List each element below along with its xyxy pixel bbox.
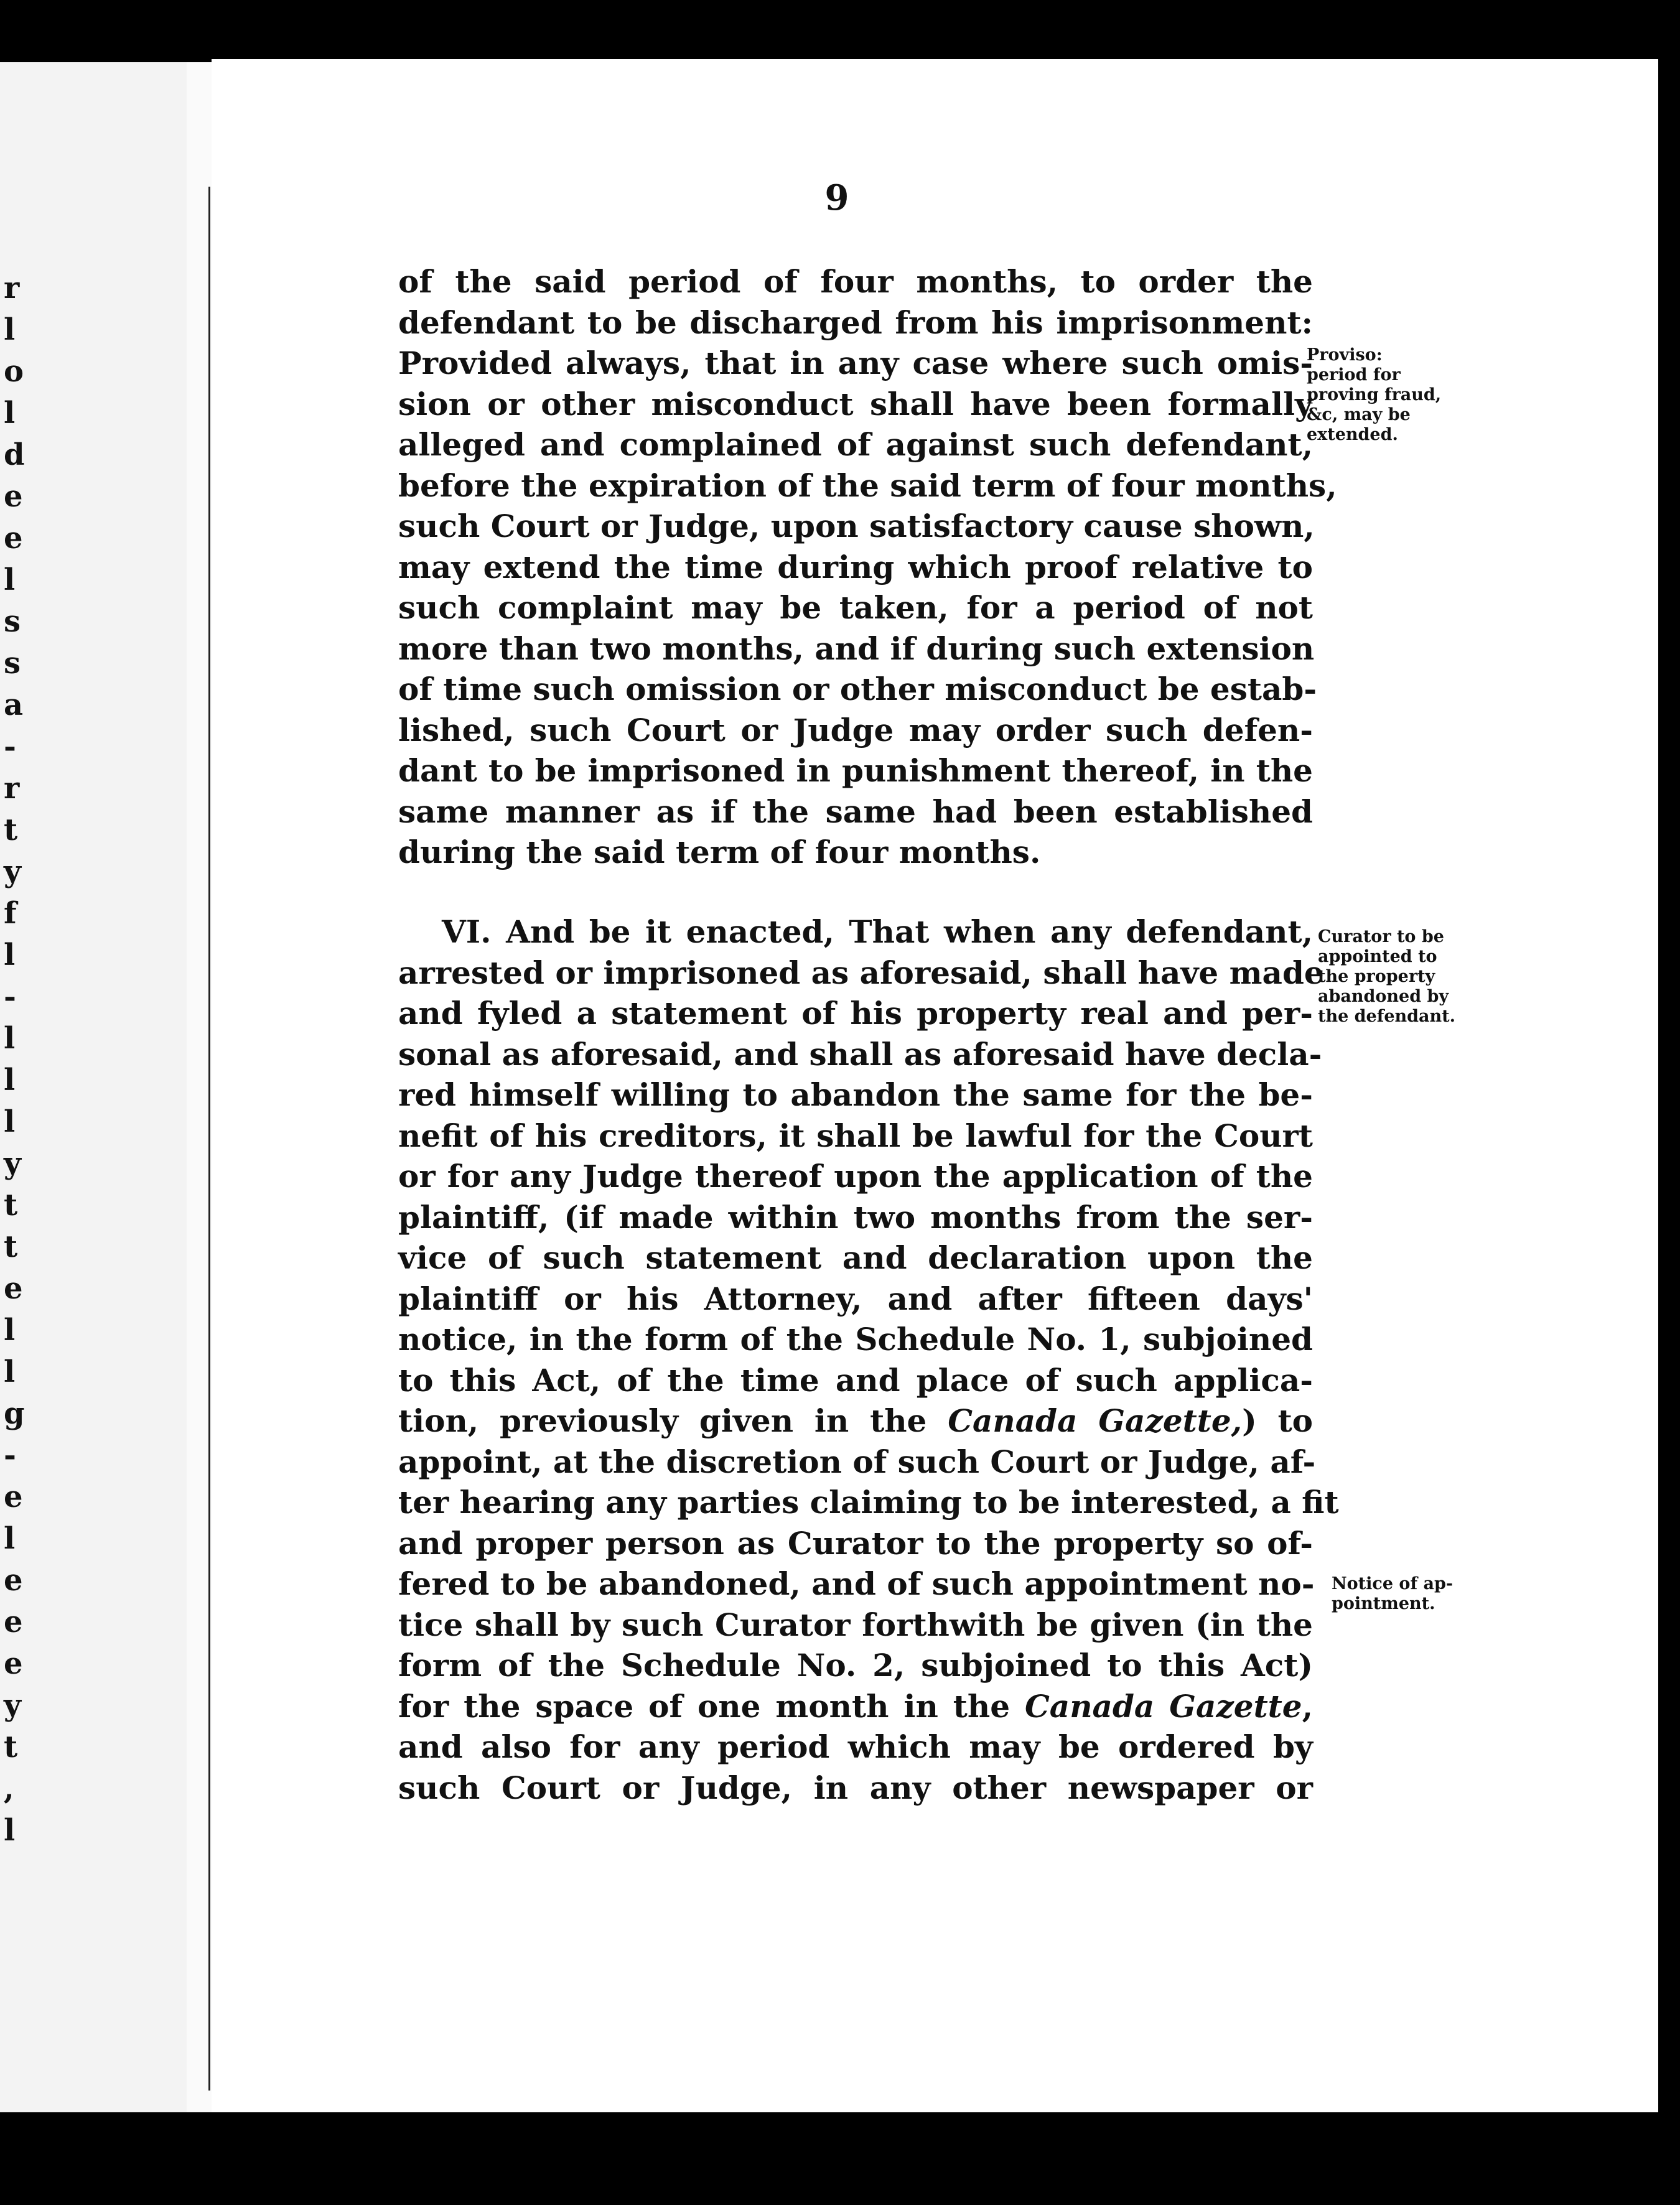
text-line: and fyled a statement of his property real and per- [398, 995, 1313, 1032]
marginal-note-line: proving fraud, [1307, 385, 1442, 404]
text-line: alleged and complained of against such defendant, [398, 426, 1313, 463]
marginal-note-line: &c, may be [1307, 405, 1411, 424]
marginal-note-line: appointed to [1318, 947, 1437, 966]
cut-letter: l [4, 1354, 16, 1389]
cut-letter: g [4, 1396, 25, 1431]
text-line: red himself willing to abandon the same for the be- [398, 1076, 1313, 1113]
text-line: defendant to be discharged from his imprisonment: [398, 304, 1313, 341]
cut-letter: l [4, 938, 16, 972]
cut-letter: - [4, 979, 16, 1014]
text-line: nefit of his creditors, it shall be lawful for the Court [398, 1117, 1313, 1154]
cut-letter: a [4, 688, 24, 722]
cut-letter: l [4, 312, 16, 347]
paragraph-continuation [398, 261, 1337, 873]
cut-letter: y [4, 1146, 21, 1181]
cut-letter: - [4, 729, 16, 764]
cut-letter: l [4, 1021, 16, 1056]
marginal-note-line: abandoned by [1318, 987, 1449, 1006]
canada-gazette-italic: Canada Gazette, [948, 1402, 1243, 1439]
marginal-note-line: period for [1307, 365, 1401, 385]
text-line: such Court or Judge, in any other newspaper or [398, 1769, 1313, 1806]
marginal-note-line: the property [1318, 967, 1435, 986]
text-line: tice shall by such Curator forthwith be given (in the [398, 1606, 1313, 1643]
cut-letter: e [4, 1271, 23, 1306]
section-vi-opening-lines [398, 911, 1324, 1401]
text-line: form of the Schedule No. 2, subjoined to this Act) [398, 1647, 1313, 1684]
cut-letter: l [4, 1104, 16, 1139]
cut-letter: , [4, 1771, 14, 1806]
cut-letter: r [4, 271, 20, 305]
cut-letter: d [4, 437, 25, 472]
text-line: sonal as aforesaid, and shall as aforesaid have decla- [398, 1035, 1322, 1073]
cut-letter: l [4, 1521, 16, 1556]
marginal-note-line: extended. [1307, 425, 1398, 444]
text-segment: ) to [1242, 1402, 1314, 1439]
cut-letter: l [4, 1063, 16, 1098]
text-line: during the said term of four months. [398, 834, 1041, 870]
marginal-note-notice [1332, 1574, 1453, 1614]
text-segment: for the space of one month in the [398, 1687, 1025, 1725]
text-line: plaintiff or his Attorney, and after fifteen days' [398, 1280, 1313, 1317]
section-vi-middle-lines [398, 1442, 1339, 1686]
text-line: Provided always, that in any case where such omis- [398, 345, 1313, 381]
text-line: such Court or Judge, upon satisfactory cause shown, [398, 508, 1315, 544]
cut-letter: t [4, 1188, 18, 1223]
marginal-note-line: Curator to be [1318, 927, 1444, 946]
marginal-note-line: the defendant. [1318, 1007, 1456, 1026]
text-line: fered to be abandoned, and of such appointment no- [398, 1565, 1315, 1602]
cut-letter: t [4, 813, 18, 847]
cut-letter: f [4, 896, 17, 931]
cut-letter: t [4, 1730, 18, 1764]
scan-bottom-border [0, 2112, 1680, 2205]
gutter-shadow [208, 187, 210, 2091]
text-line-gazette-2 [398, 1686, 1313, 1727]
marginal-note-line: Proviso: [1307, 345, 1383, 365]
text-line: appoint, at the discretion of such Court or Judge, af- [398, 1443, 1316, 1480]
marginal-note-line: pointment. [1332, 1594, 1435, 1613]
text-line: before the expiration of the said term of four months, [398, 467, 1337, 504]
text-line: lished, such Court or Judge may order such defen- [398, 711, 1313, 748]
left-page-cut-letters [4, 268, 29, 1852]
cut-letter: e [4, 479, 23, 514]
cut-letter: e [4, 521, 23, 556]
text-line: of the said period of four months, to order the [398, 263, 1313, 300]
text-line: same manner as if the same had been established [398, 793, 1313, 830]
cut-letter: r [4, 771, 20, 806]
text-line: and proper person as Curator to the property so of- [398, 1524, 1313, 1562]
book-fold [187, 62, 212, 2115]
left-page-edge [0, 62, 199, 2115]
text-segment: , [1302, 1687, 1313, 1725]
text-line: and also for any period which may be ordered by [398, 1728, 1313, 1765]
cut-letter: e [4, 1480, 23, 1514]
cut-letter: l [4, 1313, 16, 1348]
cut-letter: e [4, 1605, 23, 1639]
cut-letter: t [4, 1229, 18, 1264]
text-line: ter hearing any parties claiming to be interested, a fit [398, 1484, 1339, 1521]
text-line: dant to be imprisoned in punishment thereof, in the [398, 752, 1313, 789]
text-segment: tion, previously given in the [398, 1402, 948, 1439]
section-vi-paragraph [398, 911, 1339, 1808]
text-line: sion or other misconduct shall have been formally [398, 385, 1313, 422]
text-line: VI. And be it enacted, That when any defendant, [442, 913, 1313, 950]
text-line: notice, in the form of the Schedule No. 1, subjoined [398, 1321, 1313, 1358]
cut-letter: l [4, 1813, 16, 1848]
section-vi-closing-lines [398, 1727, 1313, 1808]
text-line: to this Act, of the time and place of such applica- [398, 1361, 1313, 1399]
cut-letter: e [4, 1646, 23, 1681]
cut-letter: o [4, 354, 24, 389]
text-line: may extend the time during which proof relative to [398, 548, 1313, 585]
canada-gazette-italic: Canada Gazette [1025, 1687, 1302, 1725]
text-line: vice of such statement and declaration upon the [398, 1239, 1313, 1276]
cut-letter: y [4, 854, 21, 889]
cut-letter: - [4, 1438, 16, 1473]
text-line: or for any Judge thereof upon the application of the [398, 1158, 1313, 1195]
cut-letter: s [4, 604, 21, 639]
cut-letter: s [4, 646, 21, 681]
text-line: arrested or imprisoned as aforesaid, shall have made [398, 954, 1324, 991]
cut-letter: l [4, 562, 16, 597]
text-line-gazette-1 [398, 1401, 1313, 1442]
text-line: more than two months, and if during such extension [398, 630, 1315, 667]
marginal-note-line: Notice of ap- [1332, 1574, 1454, 1593]
marginal-note-proviso [1307, 345, 1441, 445]
text-line: of time such omission or other misconduct be estab- [398, 671, 1317, 707]
marginal-note-curator [1318, 927, 1455, 1027]
cut-letter: e [4, 1563, 23, 1598]
cut-letter: y [4, 1688, 21, 1723]
page-number: 9 [824, 177, 849, 218]
cut-letter: l [4, 396, 16, 431]
text-line: plaintiff, (if made within two months from the ser- [398, 1198, 1313, 1236]
text-line: such complaint may be taken, for a period of not [398, 589, 1313, 626]
